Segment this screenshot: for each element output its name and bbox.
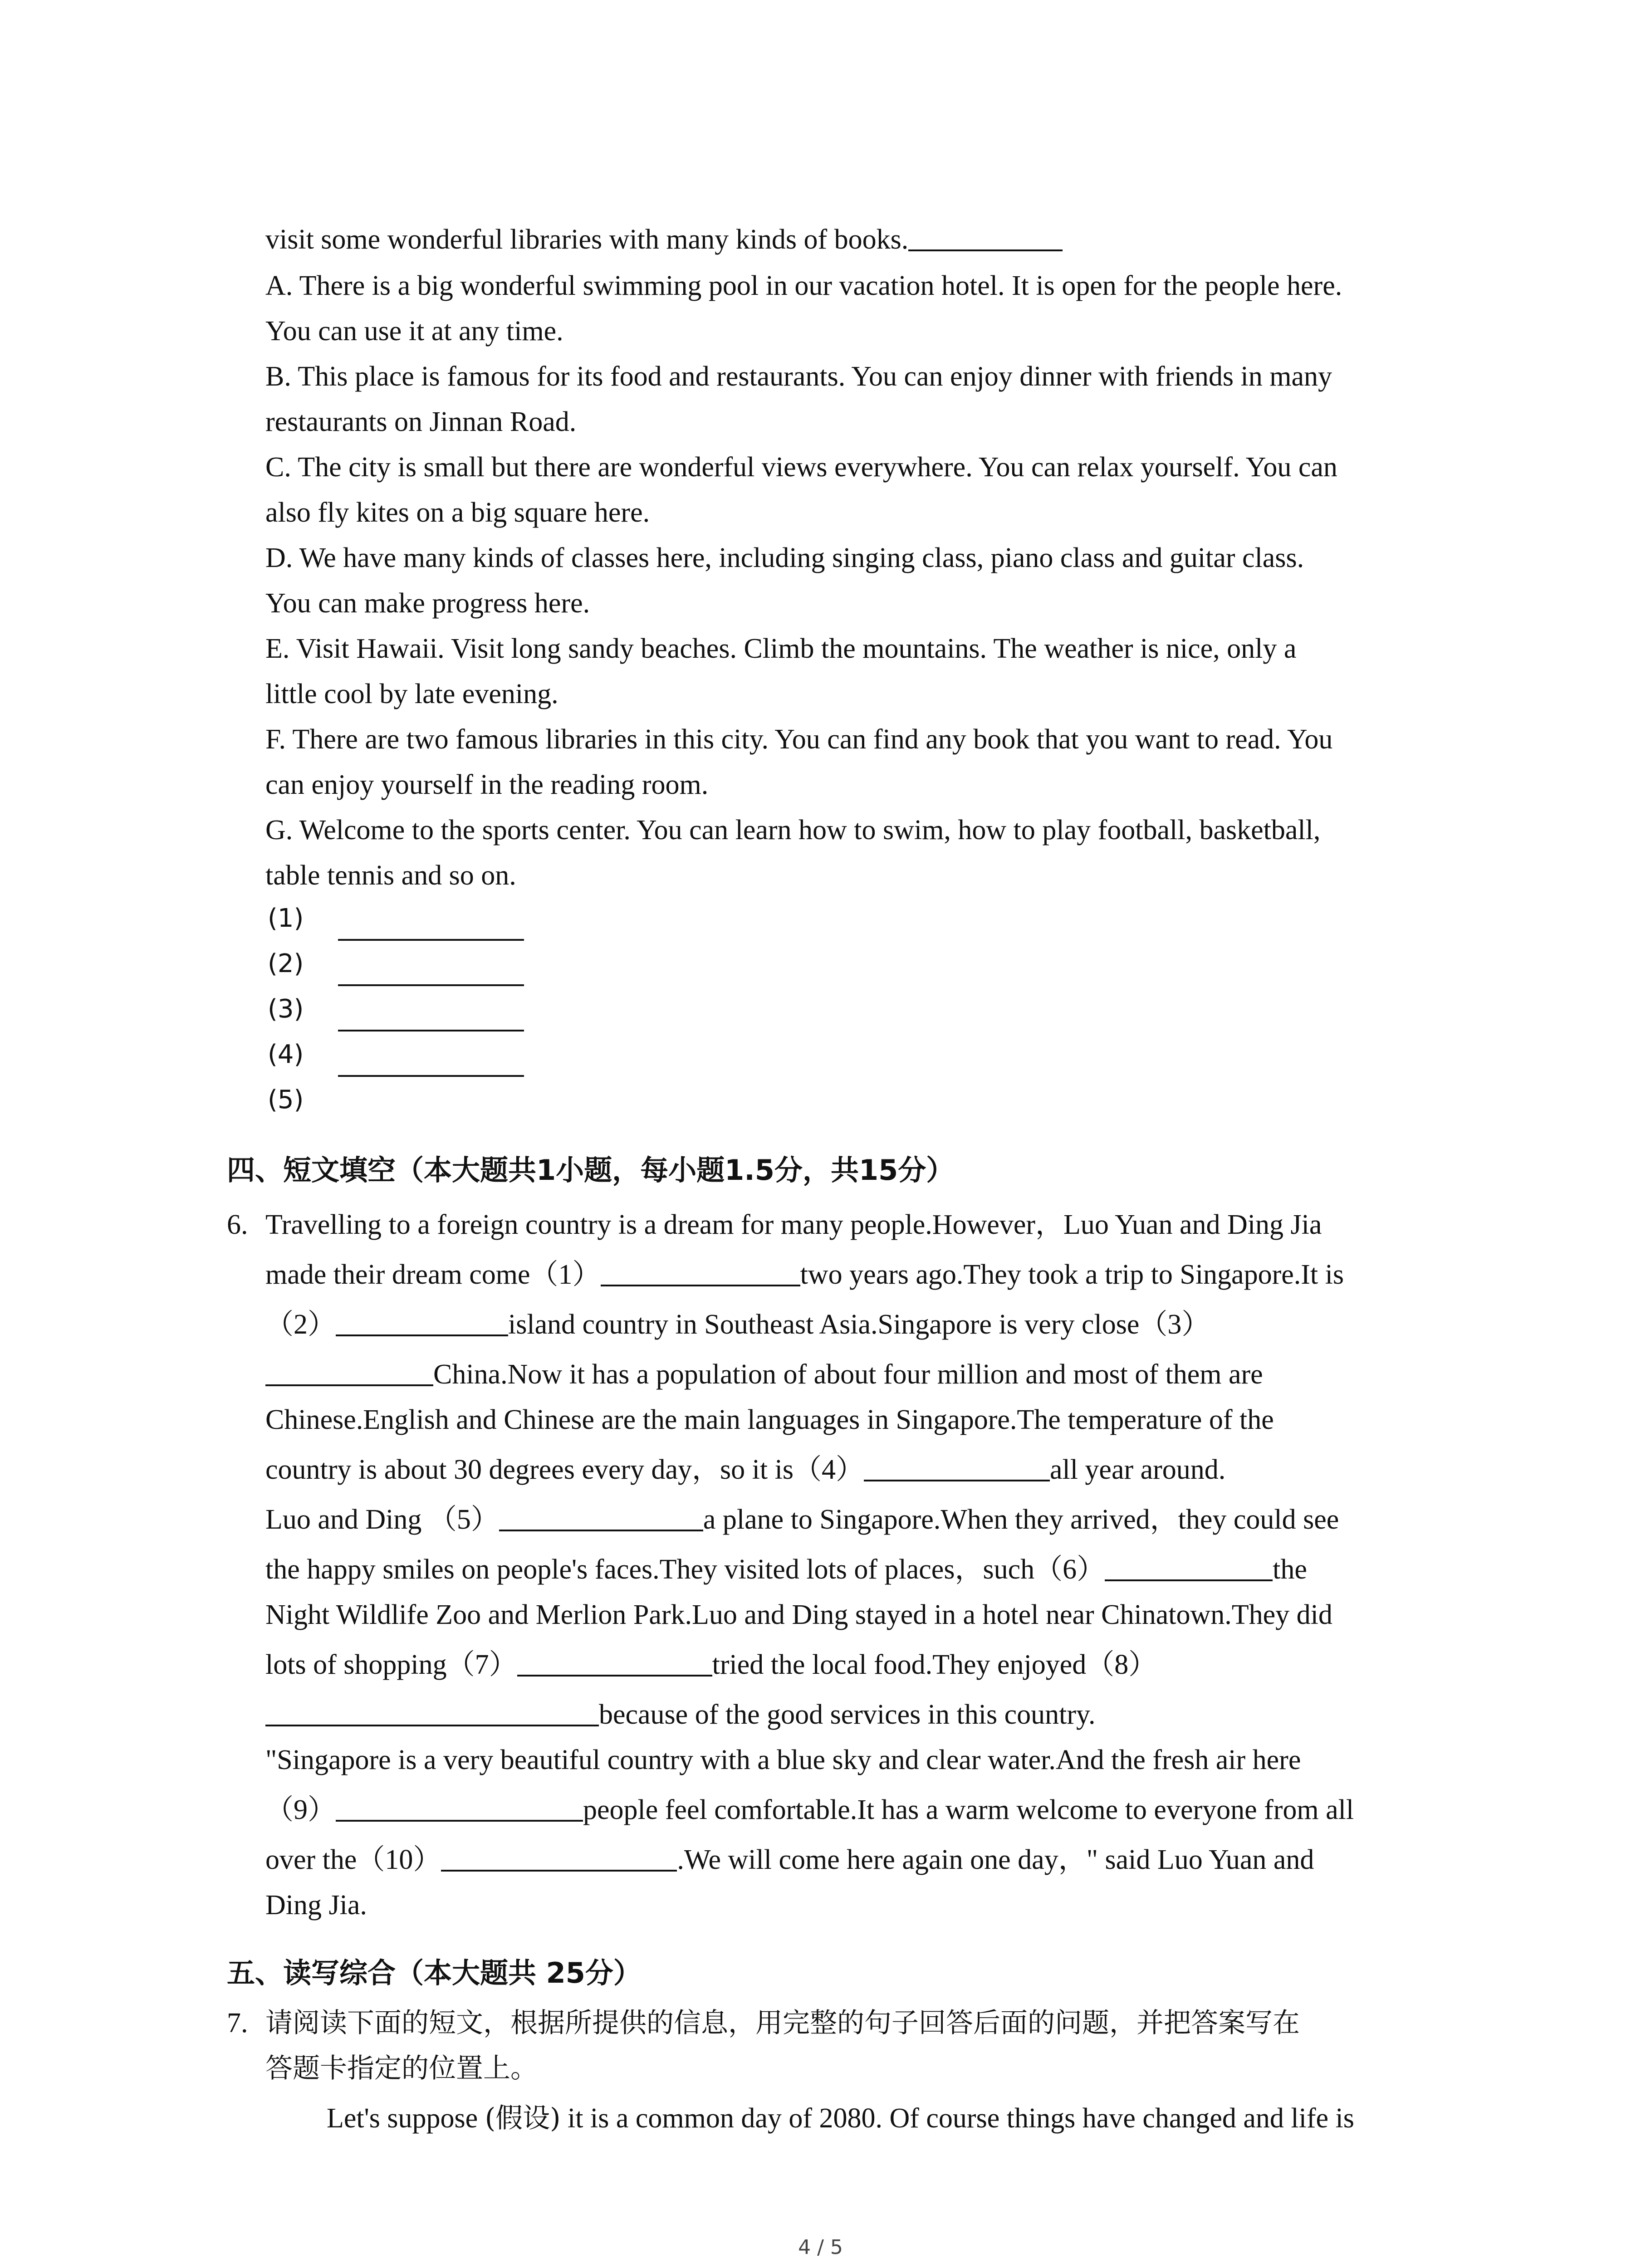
answer-slot-2-blank[interactable] <box>338 984 524 986</box>
cloze-blank-7[interactable] <box>517 1648 712 1677</box>
cloze-line-6: country is about 30 degrees every day，so it is（4） all year around. <box>265 1454 1226 1485</box>
cloze-blank-9[interactable] <box>336 1794 583 1822</box>
cloze-line-10: lots of shopping（7） tried the local food.They enjoyed（8） <box>265 1649 1157 1680</box>
answer-slot-1-blank[interactable] <box>338 939 524 941</box>
option-g-line1: G. Welcome to the sports center. You can learn how to swim, how to play football, basketball, <box>265 815 1321 846</box>
answer-slot-5-label: (5) <box>268 1085 304 1114</box>
answer-slot-4-blank[interactable] <box>338 1075 524 1077</box>
cloze-line-12: "Singapore is a very beautiful country with a blue sky and clear water.And the fresh air here <box>265 1745 1301 1775</box>
answer-slot-3-label: (3) <box>268 994 304 1024</box>
cloze-blank-10[interactable] <box>441 1843 677 1872</box>
cloze-blank-1[interactable] <box>601 1258 800 1286</box>
option-f-line1: F. There are two famous libraries in this city. You can find any book that you want to read. You <box>265 724 1333 755</box>
option-g-line2: table tennis and so on. <box>265 860 516 891</box>
cloze-blank-3[interactable] <box>265 1358 433 1386</box>
answer-blank[interactable] <box>908 223 1063 251</box>
section-5-heading: 五、读写综合（本大题共 25分） <box>227 1956 642 1989</box>
answer-slot-2-label: (2) <box>268 949 304 978</box>
cloze-line-1: Travelling to a foreign country is a dream for many people.However，Luo Yuan and Ding Jia <box>265 1209 1322 1240</box>
cloze-blank-4[interactable] <box>864 1453 1050 1481</box>
cloze-line-13: （9） people feel comfortable.It has a warm welcome to everyone from all <box>265 1794 1354 1825</box>
option-d-line2: You can make progress here. <box>265 588 590 619</box>
option-c-line1: C. The city is small but there are wonderful views everywhere. You can relax yourself. You can <box>265 452 1337 483</box>
option-b-line1: B. This place is famous for its food and restaurants. You can enjoy dinner with friends in many <box>265 361 1332 392</box>
cloze-line-11: because of the good services in this country. <box>265 1696 1481 1733</box>
cloze-line-14: over the（10） .We will come here again one day，" said Luo Yuan and <box>265 1844 1314 1875</box>
question-stem-end: visit some wonderful libraries with many kinds of books. <box>265 221 1481 258</box>
option-b-line2: restaurants on Jinnan Road. <box>265 406 577 437</box>
question-7-number: 7. <box>227 2008 248 2038</box>
page-number: 4 / 5 <box>798 2236 843 2259</box>
cloze-line-2: made their dream come（1） two years ago.They took a trip to Singapore.It is <box>265 1259 1344 1290</box>
cloze-line-15: Ding Jia. <box>265 1890 367 1921</box>
answer-slot-4-label: (4) <box>268 1040 304 1069</box>
cloze-line-3: （2） island country in Southeast Asia.Singapore is very close（3） <box>265 1309 1210 1340</box>
question-6-number: 6. <box>227 1209 248 1240</box>
option-c-line2: also fly kites on a big square here. <box>265 497 650 528</box>
answer-slot-3-blank[interactable] <box>338 1030 524 1031</box>
cloze-line-8: the happy smiles on people's faces.They visited lots of places，such（6） the <box>265 1554 1307 1585</box>
option-f-line2: can enjoy yourself in the reading room. <box>265 769 709 800</box>
cloze-blank-5[interactable] <box>499 1503 703 1531</box>
answer-slot-1-label: (1) <box>268 904 304 933</box>
option-d-line1: D. We have many kinds of classes here, including singing class, piano class and guitar class. <box>265 543 1304 573</box>
option-e-line1: E. Visit Hawaii. Visit long sandy beaches. Climb the mountains. The weather is nice, only a <box>265 633 1297 664</box>
option-e-line2: little cool by late evening. <box>265 679 558 709</box>
cloze-line-9: Night Wildlife Zoo and Merlion Park.Luo and Ding stayed in a hotel near Chinatown.They did <box>265 1599 1332 1630</box>
cloze-blank-2[interactable] <box>336 1308 508 1336</box>
cloze-line-7: Luo and Ding （5） a plane to Singapore.When they arrived，they could see <box>265 1504 1339 1535</box>
option-a-line1: A. There is a big wonderful swimming pool in our vacation hotel. It is open for the people here. <box>265 270 1342 301</box>
question-7-instruction-line1: 请阅读下面的短文，根据所提供的信息，用完整的句子回答后面的问题，并把答案写在 <box>265 2007 1300 2039</box>
option-a-line2: You can use it at any time. <box>265 316 563 347</box>
section-4-heading: 四、短文填空（本大题共1小题，每小题1.5分，共15分） <box>227 1154 955 1187</box>
cloze-line-5: Chinese.English and Chinese are the main languages in Singapore.The temperature of the <box>265 1404 1274 1435</box>
passage-first-line: Let's suppose (假设) it is a common day of 2080. Of course things have changed and life is <box>327 2102 1354 2134</box>
cloze-blank-6[interactable] <box>1105 1553 1273 1581</box>
cloze-line-4: China.Now it has a population of about four million and most of them are <box>265 1356 1481 1393</box>
cloze-blank-8[interactable] <box>265 1698 599 1726</box>
question-7-instruction-line2: 答题卡指定的位置上。 <box>265 2053 538 2084</box>
